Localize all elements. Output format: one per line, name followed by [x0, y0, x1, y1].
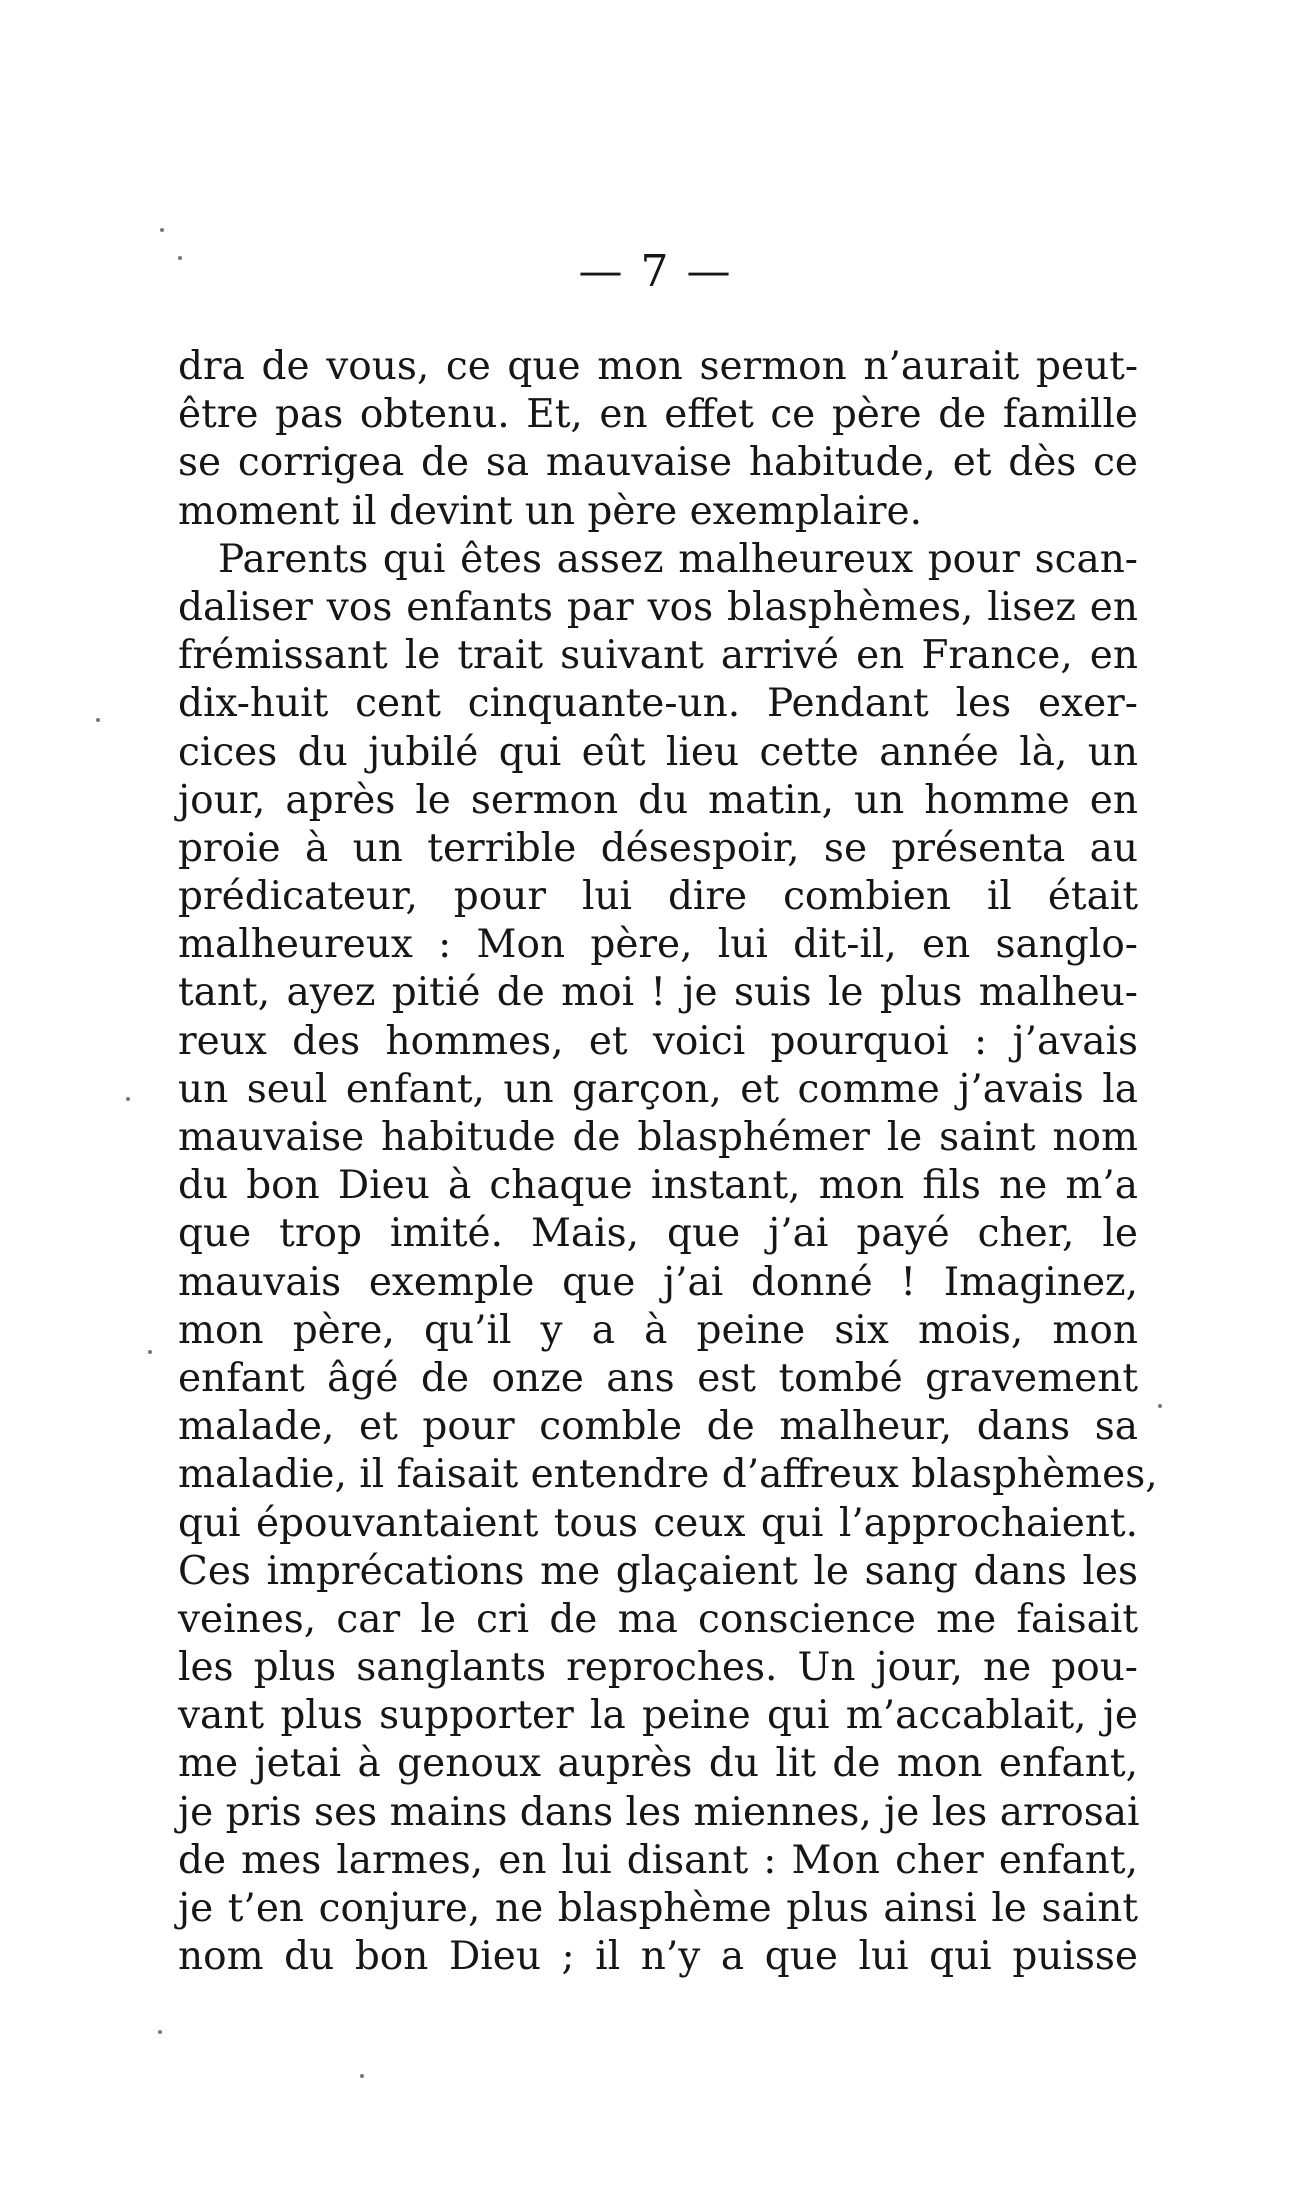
text-line: nom du bon Dieu ; il n’y a que lui qui puisse	[178, 1934, 1138, 1980]
scan-speck	[1158, 1404, 1162, 1408]
text-line: maladie, il faisait entendre d’affreux blasphèmes,	[178, 1452, 1158, 1498]
text-line: un seul enfant, un garçon, et comme j’avais la	[178, 1066, 1138, 1112]
scan-speck	[148, 1350, 152, 1354]
text-line: me jetai à genoux auprès du lit de mon enfant,	[178, 1741, 1138, 1787]
text-line: du bon Dieu à chaque instant, mon fils ne m’a	[178, 1163, 1138, 1209]
text-line: enfant âgé de onze ans est tombé gravement	[178, 1355, 1138, 1401]
page-number: — 7 —	[578, 246, 733, 297]
scan-speck	[96, 718, 100, 722]
text-line: je pris ses mains dans les miennes, je les arrosai	[178, 1789, 1140, 1835]
body-text	[178, 343, 1158, 1981]
text-line: jour, après le sermon du matin, un homme en	[178, 777, 1138, 823]
text-line: mon père, qu’il y a à peine six mois, mon	[178, 1307, 1138, 1353]
text-line: que trop imité. Mais, que j’ai payé cher, le	[178, 1211, 1138, 1257]
text-line: frémissant le trait suivant arrivé en France, en	[178, 633, 1138, 679]
text-line: prédicateur, pour lui dire combien il était	[178, 874, 1138, 920]
text-line: de mes larmes, en lui disant : Mon cher enfant,	[178, 1837, 1138, 1883]
text-line: mauvais exemple que j’ai donné ! Imaginez,	[178, 1259, 1138, 1305]
text-line: Ces imprécations me glaçaient le sang dans les	[178, 1548, 1138, 1594]
text-line: mauvaise habitude de blasphémer le saint nom	[178, 1115, 1138, 1160]
scan-speck	[126, 1097, 130, 1101]
text-line: dix-huit cent cinquante-un. Pendant les exer-	[178, 681, 1138, 727]
scan-speck	[360, 2074, 364, 2078]
text-line: être pas obtenu. Et, en effet ce père de famille	[178, 392, 1138, 438]
text-line: je t’en conjure, ne blasphème plus ainsi le saint	[178, 1886, 1138, 1931]
text-line: daliser vos enfants par vos blasphèmes, lisez en	[178, 584, 1138, 630]
text-line: tant, ayez pitié de moi ! je suis le plus malheu-	[178, 970, 1138, 1016]
scan-speck	[178, 256, 182, 260]
text-line: proie à un terrible désespoir, se présenta au	[178, 825, 1138, 871]
scan-speck	[160, 228, 164, 232]
text-line: qui épouvantaient tous ceux qui l’approchaient.	[178, 1500, 1138, 1546]
text-line: veines, car le cri de ma conscience me faisait	[178, 1596, 1138, 1642]
text-line: vant plus supporter la peine qui m’accablait, je	[178, 1693, 1138, 1739]
text-line: se corrigea de sa mauvaise habitude, et dès ce	[178, 440, 1138, 486]
scan-speck	[158, 2030, 162, 2034]
text-line: Parents qui êtes assez malheureux pour scan-	[218, 536, 1138, 582]
text-line: les plus sanglants reproches. Un jour, ne pou-	[178, 1645, 1138, 1691]
text-line: malade, et pour comble de malheur, dans sa	[178, 1404, 1138, 1450]
text-line: malheureux : Mon père, lui dit-il, en sanglo-	[178, 922, 1138, 968]
text-line: reux des hommes, et voici pourquoi : j’avais	[178, 1018, 1138, 1064]
text-line: cices du jubilé qui eût lieu cette année là, un	[178, 729, 1138, 775]
text-line: moment il devint un père exemplaire.	[178, 488, 923, 534]
text-line: dra de vous, ce que mon sermon n’aurait peut-	[178, 344, 1138, 389]
